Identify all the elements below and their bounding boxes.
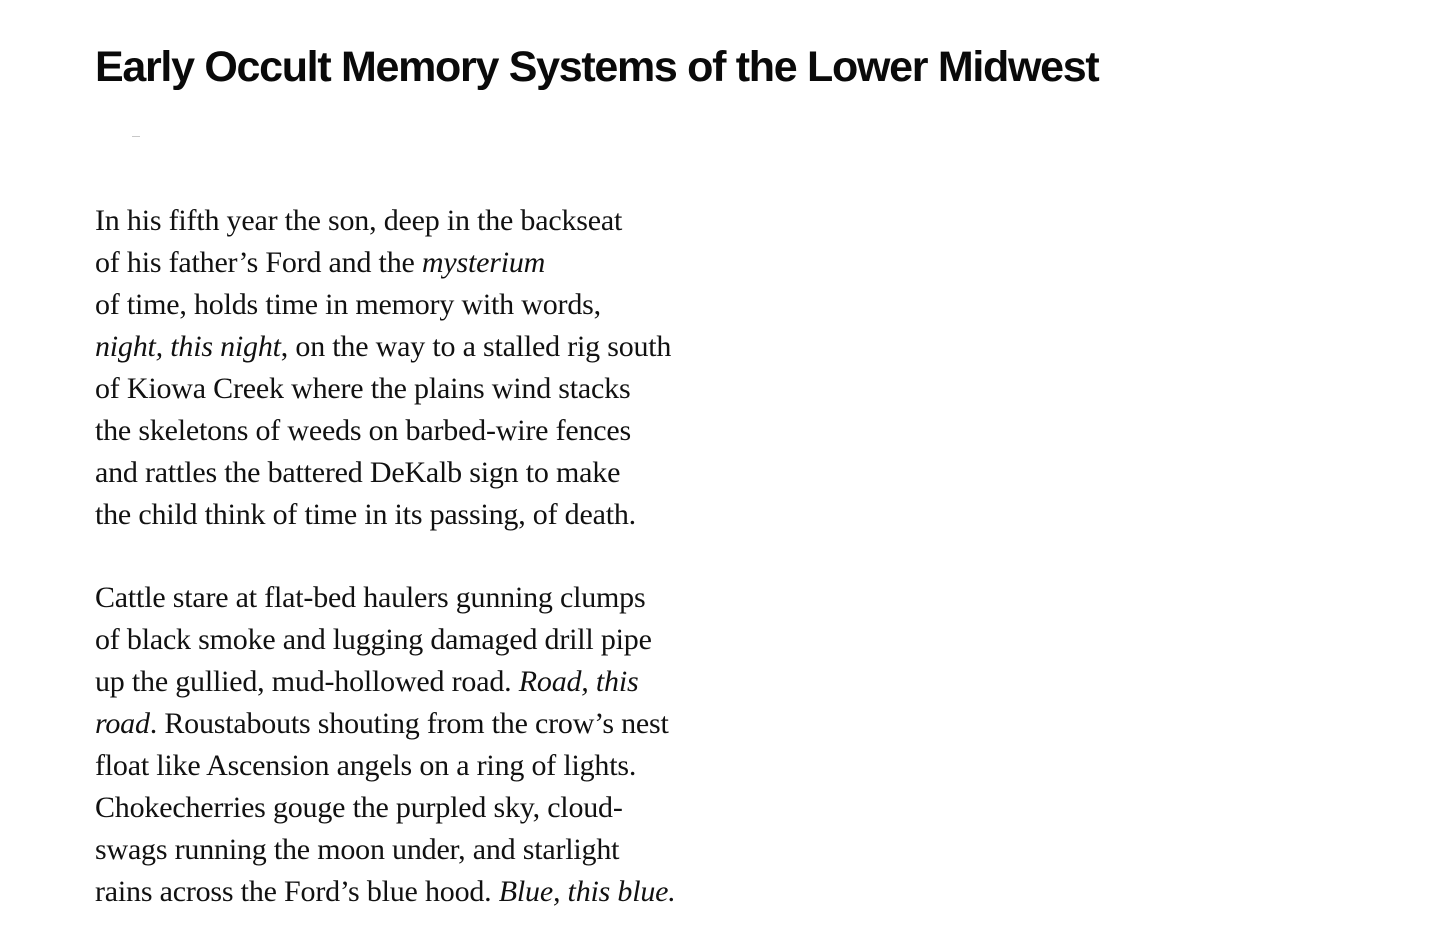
italic-text: mysterium (421, 246, 546, 279)
poem-line: Chokecherries gouge the purpled sky, cloud- (95, 791, 623, 824)
article-page (95, 0, 1395, 948)
poem-line: and rattles the battered DeKalb sign to make (95, 456, 621, 489)
poem-line: the skeletons of weeds on barbed-wire fences (95, 414, 631, 447)
poem-line (95, 661, 676, 703)
poem-title: Early Occult Memory Systems of the Lower Midwest (95, 43, 1099, 91)
poem-line: of Kiowa Creek where the plains wind stacks (95, 372, 631, 405)
poem-line: of black smoke and lugging damaged drill pipe (95, 623, 652, 656)
poem-line: In his fifth year the son, deep in the backseat (95, 204, 623, 237)
poem-line (95, 242, 676, 284)
poem-line (95, 326, 676, 368)
poem-line: float like Ascension angels on a ring of lights. (95, 749, 637, 782)
poem-line: swags running the moon under, and starlight (95, 833, 620, 866)
italic-text: Blue, this blue. (498, 875, 676, 908)
italic-text: road (95, 707, 150, 740)
stanza-2 (95, 577, 676, 913)
line-text: of his father’s Ford and the (95, 246, 422, 279)
poem-line (95, 703, 676, 745)
italic-text: night, this night (95, 330, 281, 363)
italic-text: Road, this (518, 665, 639, 698)
poem-line: of time, holds time in memory with words, (95, 288, 601, 321)
line-text: up the gullied, mud-hollowed road. (95, 665, 519, 698)
stanza-1 (95, 200, 676, 536)
poem-line (95, 871, 676, 913)
line-text: . Roustabouts shouting from the crow’s nest (149, 707, 669, 740)
line-text: rains across the Ford’s blue hood. (95, 875, 499, 908)
poem-line: Cattle stare at flat-bed haulers gunning clumps (95, 581, 646, 614)
line-text: , on the way to a stalled rig south (280, 330, 672, 363)
poem-body (95, 200, 676, 913)
decorative-tick-mark (132, 136, 140, 137)
poem-line: the child think of time in its passing, of death. (95, 498, 636, 531)
